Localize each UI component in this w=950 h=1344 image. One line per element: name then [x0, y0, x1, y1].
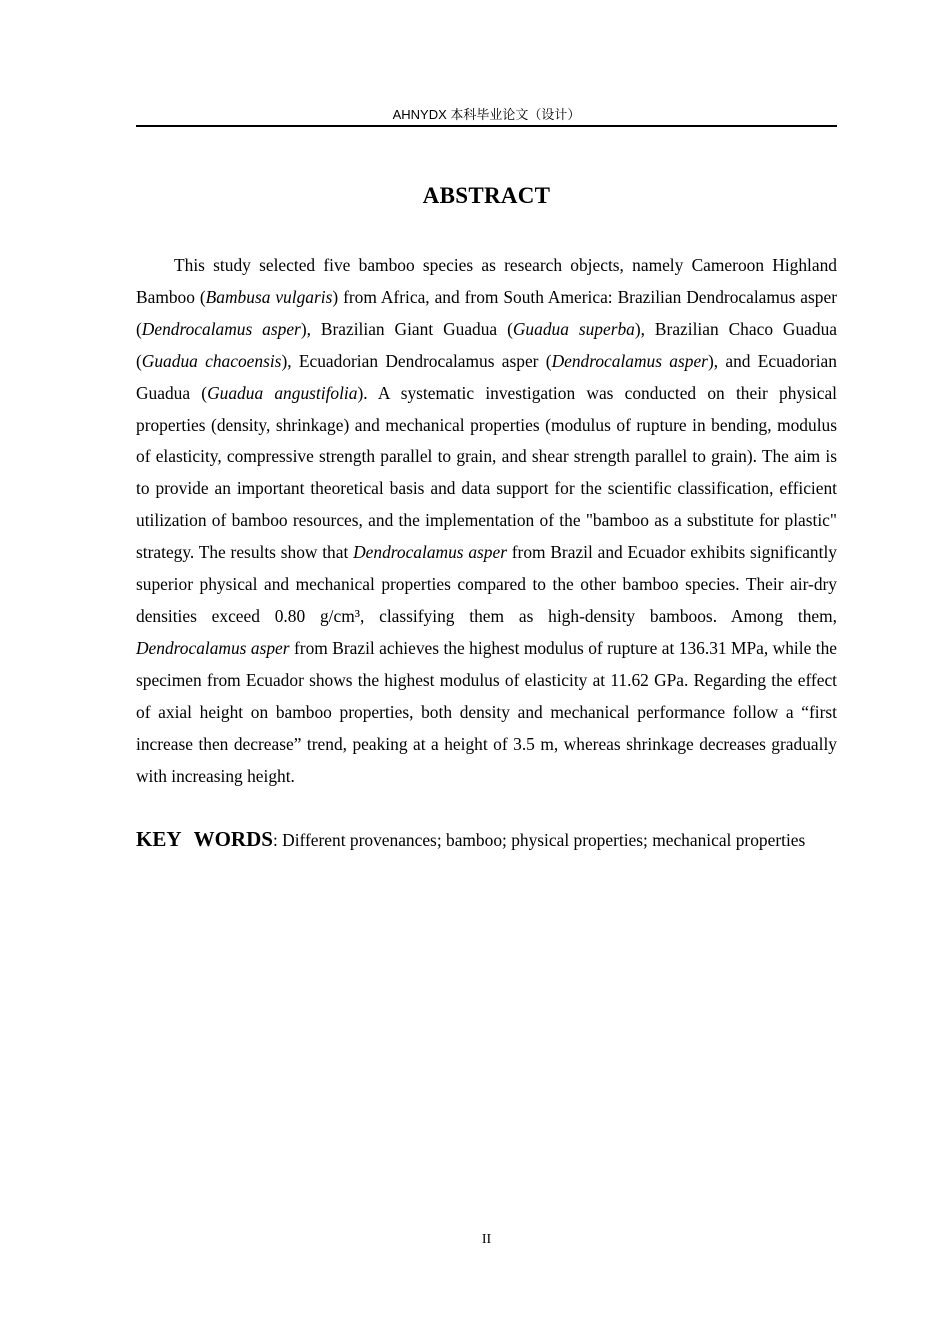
abstract-text-segment: from Brazil achieves the highest modulus of rupture at 136.31 MPa, while the specimen from Ecuador shows the highest modulus of elasticity at 11.62 GPa. Regarding the effect of axial height on bamboo properties, both density and mechanical performance follow a “first increase then decrease” trend, peaking at a height of 3.5 m, whereas shrinkage decreases gradually with increasing height.	[136, 637, 837, 786]
species-name: Guadua angustifolia	[207, 382, 358, 403]
abstract-text-segment: ), and Ecuadorian Guadua (	[136, 350, 837, 403]
page-number: II	[481, 1232, 492, 1247]
keywords-text: Different provenances; bamboo; physical properties; mechanical properties	[282, 830, 806, 850]
abstract-text-segment: ), Brazilian Giant Guadua (	[300, 318, 513, 339]
abstract-text-segment: ), Ecuadorian Dendrocalamus asper (	[281, 350, 552, 371]
abstract-title: ABSTRACT	[422, 183, 551, 208]
species-name: Bambusa vulgaris	[205, 286, 333, 307]
species-name: Dendrocalamus asper	[141, 318, 301, 339]
species-name: Dendrocalamus asper	[353, 542, 507, 563]
species-name: Guadua superba	[512, 318, 635, 339]
header-rule	[136, 125, 837, 127]
abstract-text-segment: ), Brazilian Chaco Guadua (	[136, 318, 838, 371]
running-header: AHNYDX 本科毕业论文（设计）	[392, 107, 581, 122]
species-name: Dendrocalamus asper	[136, 637, 290, 658]
species-name: Dendrocalamus asper	[551, 350, 708, 371]
abstract-text-segment: ). A systematic investigation was conducted on their physical properties (density, shrinkage) and mechanical properties (modulus of rupture in bending, modulus of elasticity, compressive strength parallel to grain, and shear strength parallel to grain). The aim is to provide an important theoretical basis and data support for the scientific classification, efficient utilization of bamboo resources, and the implementation of the "bamboo as a substitute for plastic" strategy. The results show that	[136, 382, 837, 563]
keywords-paragraph	[136, 824, 837, 855]
species-name: Guadua chacoensis	[141, 350, 282, 371]
abstract-text-segment: ) from Africa, and from South America: Brazilian Dendrocalamus asper (	[136, 286, 838, 339]
keywords-separator: :	[272, 830, 283, 850]
abstract-body	[136, 250, 837, 792]
abstract-text-segment: from Brazil and Ecuador exhibits significantly superior physical and mechanical properties compared to the other bamboo species. Their air-dry densities exceed 0.80 g/cm³, classifying them as high-density bamboos. Among them,	[136, 542, 837, 626]
abstract-text-segment: This study selected five bamboo species as research objects, namely Cameroon Highland Bamboo (	[136, 255, 837, 307]
keywords-label: KEY WORDS	[136, 827, 273, 851]
